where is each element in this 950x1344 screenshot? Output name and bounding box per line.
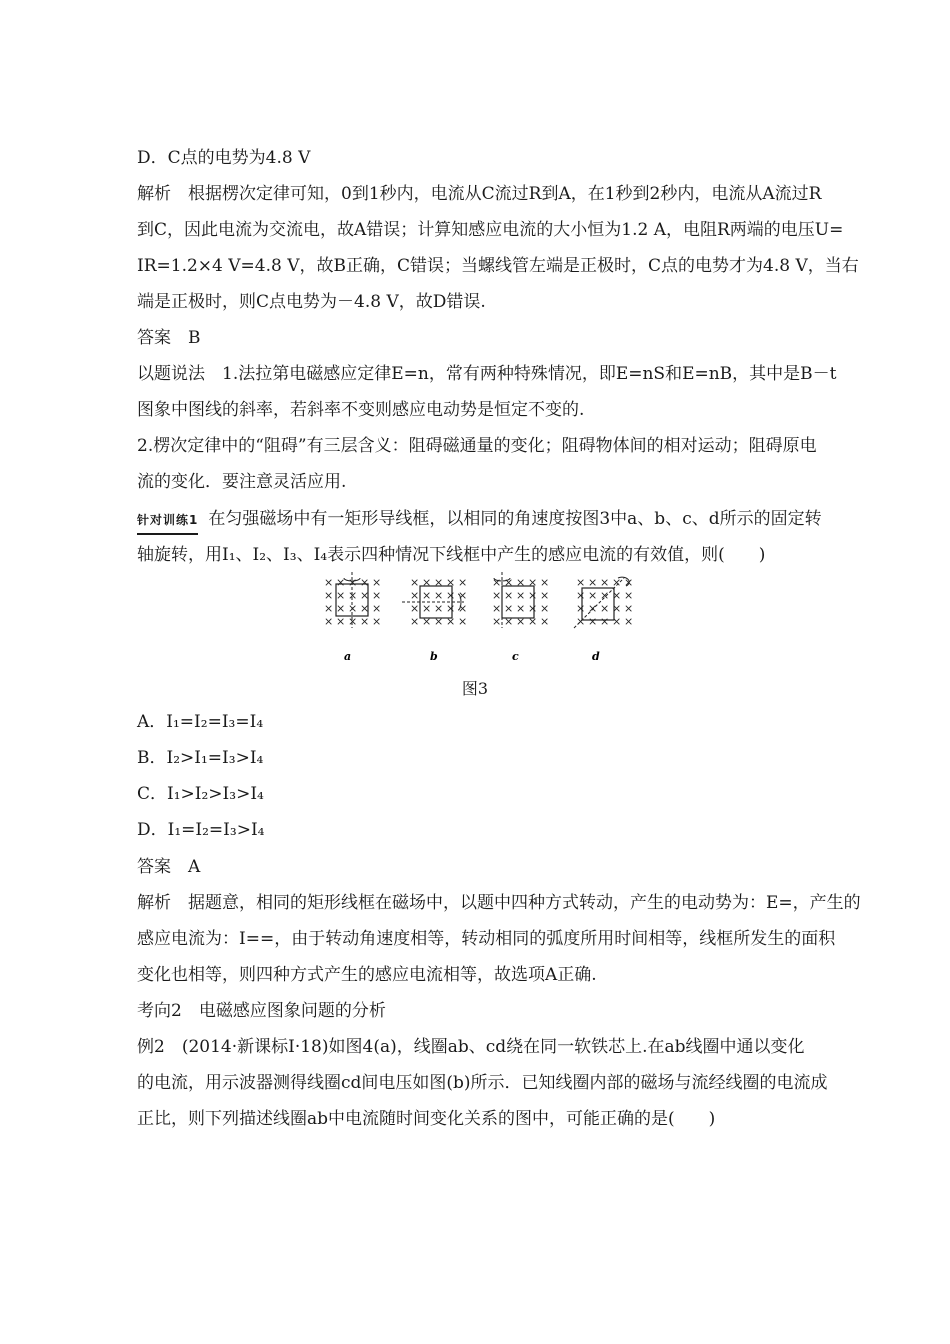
field-cross-mark: × xyxy=(348,589,358,602)
field-cross-mark: × xyxy=(372,602,382,615)
method-line-1: 以题说法 1.法拉第电磁感应定律E=n，常有两种特殊情况，即E=nS和E=nB，其中是B－t xyxy=(137,364,837,384)
field-cross-mark: × xyxy=(434,602,444,615)
field-cross-mark: × xyxy=(372,615,382,628)
option-d-prev: D．C点的电势为4.8 V xyxy=(137,148,311,168)
method-line-2: 图象中图线的斜率，若斜率不变则感应电动势是恒定不变的. xyxy=(137,400,585,420)
field-cross-mark: × xyxy=(600,589,610,602)
panel-label-d: d xyxy=(592,650,600,660)
option-b: B．I₂>I₁=I₃>I₄ xyxy=(137,748,264,768)
section-heading: 考向2 电磁感应图象问题的分析 xyxy=(137,1001,386,1021)
field-cross-mark: × xyxy=(446,589,456,602)
field-cross-mark: × xyxy=(504,589,514,602)
option-c: C．I₁>I₂>I₃>I₄ xyxy=(137,784,264,804)
field-cross-mark: × xyxy=(360,589,370,602)
field-cross-mark: × xyxy=(576,589,586,602)
field-cross-mark: × xyxy=(492,576,502,589)
field-cross-mark: × xyxy=(336,615,346,628)
training-line-1 xyxy=(137,507,822,535)
field-cross-mark: × xyxy=(576,615,586,628)
option-d: D．I₁=I₂=I₃>I₄ xyxy=(137,820,265,840)
analysis-line-3: IR=1.2×4 V=4.8 V，故B正确，C错误；当螺线管左端是正极时，C点的电势才为4.8 V，当右 xyxy=(137,256,859,276)
field-cross-mark: × xyxy=(492,615,502,628)
field-cross-mark: × xyxy=(504,615,514,628)
panel-label-b: b xyxy=(430,650,438,660)
field-cross-mark: × xyxy=(540,615,550,628)
field-cross-mark: × xyxy=(434,576,444,589)
field-cross-mark: × xyxy=(588,576,598,589)
field-cross-mark: × xyxy=(372,589,382,602)
field-cross-mark: × xyxy=(516,589,526,602)
analysis2-line-1: 解析 据题意，相同的矩形线框在磁场中，以题中四种方式转动，产生的电动势为：E=，产生的 xyxy=(137,893,861,913)
field-cross-mark: × xyxy=(434,589,444,602)
field-cross-mark: × xyxy=(528,576,538,589)
field-cross-mark: × xyxy=(324,615,334,628)
training-text-1: 在匀强磁场中有一矩形导线框，以相同的角速度按图3中a、b、c、d所示的固定转 xyxy=(208,509,822,529)
field-cross-mark: × xyxy=(624,602,634,615)
answer-b: 答案 B xyxy=(137,328,201,348)
field-cross-mark: × xyxy=(336,576,346,589)
field-cross-mark: × xyxy=(612,589,622,602)
field-cross-mark: × xyxy=(612,576,622,589)
field-cross-mark: × xyxy=(600,576,610,589)
field-cross-mark: × xyxy=(446,576,456,589)
field-cross-mark: × xyxy=(446,602,456,615)
field-cross-mark: × xyxy=(504,602,514,615)
field-cross-mark: × xyxy=(348,602,358,615)
field-cross-mark: × xyxy=(588,602,598,615)
field-cross-mark: × xyxy=(600,602,610,615)
figure-caption: 图3 xyxy=(461,679,489,698)
field-cross-mark: × xyxy=(458,576,468,589)
field-cross-mark: × xyxy=(410,589,420,602)
field-cross-mark: × xyxy=(516,602,526,615)
field-cross-mark: × xyxy=(324,602,334,615)
field-cross-mark: × xyxy=(528,602,538,615)
field-cross-mark: × xyxy=(576,602,586,615)
field-cross-mark: × xyxy=(410,615,420,628)
field-cross-mark: × xyxy=(576,576,586,589)
field-cross-mark: × xyxy=(624,589,634,602)
example-line-2: 的电流，用示波器测得线圈cd间电压如图(b)所示．已知线圈内部的磁场与流经线圈的电流成 xyxy=(137,1073,828,1093)
field-cross-mark: × xyxy=(588,589,598,602)
field-cross-mark: × xyxy=(612,615,622,628)
figure-3 xyxy=(300,568,650,660)
example-line-1: 例2 (2014·新课标Ⅰ·18)如图4(a)，线圈ab、cd绕在同一软铁芯上.在ab线圈中通以变化 xyxy=(137,1037,805,1057)
field-cross-mark: × xyxy=(600,615,610,628)
field-cross-mark: × xyxy=(624,576,634,589)
field-cross-mark: × xyxy=(324,589,334,602)
field-cross-mark: × xyxy=(446,615,456,628)
field-cross-mark: × xyxy=(516,615,526,628)
panel-c xyxy=(492,572,549,660)
field-cross-mark: × xyxy=(324,576,334,589)
field-cross-mark: × xyxy=(360,576,370,589)
answer-a: 答案 A xyxy=(137,857,201,877)
training-line-2: 轴旋转，用I₁、I₂、I₃、I₄表示四种情况下线框中产生的感应电流的有效值，则( ) xyxy=(137,545,766,565)
panel-d xyxy=(574,576,633,660)
field-cross-mark: × xyxy=(410,576,420,589)
panel-a xyxy=(324,572,381,660)
field-cross-mark: × xyxy=(624,615,634,628)
field-cross-mark: × xyxy=(422,615,432,628)
example-line-3: 正比，则下列描述线圈ab中电流随时间变化关系的图中，可能正确的是( ) xyxy=(137,1109,716,1129)
field-cross-mark: × xyxy=(492,602,502,615)
method-line-3: 2.楞次定律中的“阻碍”有三层含义：阻碍磁通量的变化；阻碍物体间的相对运动；阻碍原电 xyxy=(137,436,817,456)
field-cross-mark: × xyxy=(528,615,538,628)
field-cross-mark: × xyxy=(336,589,346,602)
field-cross-mark: × xyxy=(540,602,550,615)
field-cross-mark: × xyxy=(348,576,358,589)
panel-b xyxy=(402,576,467,660)
panel-label-a: a xyxy=(344,650,352,660)
field-cross-mark: × xyxy=(410,602,420,615)
field-cross-mark: × xyxy=(528,589,538,602)
field-cross-mark: × xyxy=(422,576,432,589)
method-line-4: 流的变化．要注意灵活应用. xyxy=(137,472,347,492)
field-cross-mark: × xyxy=(540,576,550,589)
field-cross-mark: × xyxy=(434,615,444,628)
analysis-line-2: 到C，因此电流为交流电，故A错误；计算知感应电流的大小恒为1.2 A，电阻R两端的电压U= xyxy=(137,220,844,240)
field-cross-mark: × xyxy=(336,602,346,615)
analysis2-line-3: 变化也相等，则四种方式产生的感应电流相等，故选项A正确. xyxy=(137,965,597,985)
field-cross-mark: × xyxy=(504,576,514,589)
field-cross-mark: × xyxy=(348,615,358,628)
field-cross-mark: × xyxy=(422,602,432,615)
field-cross-mark: × xyxy=(360,602,370,615)
analysis-line-1: 解析 根据楞次定律可知，0到1秒内，电流从C流过R到A，在1秒到2秒内，电流从A流过R xyxy=(137,184,822,204)
field-cross-mark: × xyxy=(516,576,526,589)
panel-label-c: c xyxy=(512,650,519,660)
field-cross-mark: × xyxy=(458,589,468,602)
option-a: A．I₁=I₂=I₃=I₄ xyxy=(137,712,264,732)
field-cross-mark: × xyxy=(492,589,502,602)
field-cross-mark: × xyxy=(458,615,468,628)
training-badge: 针对训练1 xyxy=(137,508,198,535)
field-cross-mark: × xyxy=(540,589,550,602)
field-cross-mark: × xyxy=(588,615,598,628)
field-cross-mark: × xyxy=(372,576,382,589)
analysis2-line-2: 感应电流为：I==，由于转动角速度相等，转动相同的弧度所用时间相等，线框所发生的面积 xyxy=(137,929,836,949)
analysis-line-4: 端是正极时，则C点电势为－4.8 V，故D错误. xyxy=(137,292,486,312)
field-cross-mark: × xyxy=(422,589,432,602)
field-cross-mark: × xyxy=(360,615,370,628)
field-cross-mark: × xyxy=(612,602,622,615)
field-cross-mark: × xyxy=(458,602,468,615)
